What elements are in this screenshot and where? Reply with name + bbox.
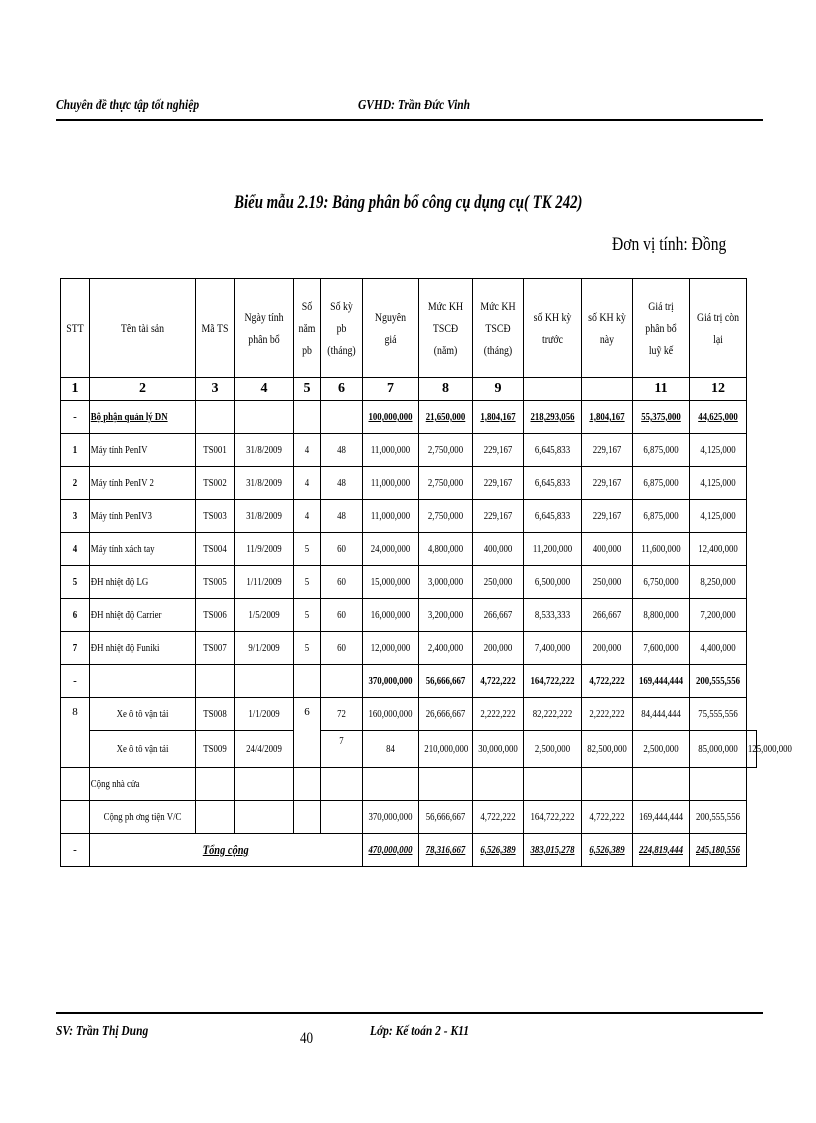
table-cell: 7 <box>61 632 90 665</box>
table-cell: 60 <box>321 566 363 599</box>
table-cell: 2,750,000 <box>419 500 473 533</box>
table-cell: 250,000 <box>473 566 524 599</box>
table-row <box>61 632 757 665</box>
col-number: 1 <box>61 378 90 401</box>
table-cell: 7,200,000 <box>690 599 747 632</box>
group-row-subtotal: - 370,000,000 56,666,667 4,722,222 164,722,222 4,722,222 169,444,444 200,555,556 <box>61 665 757 698</box>
table-row <box>61 566 757 599</box>
table-cell: 16,000,000 <box>363 599 419 632</box>
table-cell: 60 <box>321 632 363 665</box>
col-number: 2 <box>90 378 196 401</box>
table-cell: 200,000 <box>582 632 633 665</box>
col-header: số KH kỳ này <box>582 279 633 378</box>
table-cell: 4 <box>294 467 321 500</box>
allocation-table <box>60 278 792 867</box>
table-cell: 48 <box>321 467 363 500</box>
table-cell: 229,167 <box>582 500 633 533</box>
col-number: 11 <box>633 378 690 401</box>
table-cell: 250,000 <box>582 566 633 599</box>
table-cell: 4,125,000 <box>690 500 747 533</box>
table-cell: ĐH nhiệt độ LG <box>90 566 196 599</box>
col-header: Mức KH TSCĐ (tháng) <box>473 279 524 378</box>
col-header: Giá trị còn lại <box>690 279 747 378</box>
table-cell: 8,800,000 <box>633 599 690 632</box>
table-cell: TS006 <box>196 599 235 632</box>
cong-ptvt-row: Cộng ph ơng tiện V/C 370,000,000 56,666,667 4,722,222 164,722,222 4,722,222 169,444,444 200,555,556 <box>61 801 757 834</box>
table-cell: 11,200,000 <box>524 533 582 566</box>
table-cell: 266,667 <box>473 599 524 632</box>
table-cell: 4,800,000 <box>419 533 473 566</box>
vehicle-row: 8 Xe ô tô vận tải TS008 1/1/2009 6 72 160,000,000 26,666,667 2,222,222 82,222,222 2,222,222 84,444,444 75,555,556 <box>61 698 757 731</box>
table-cell: 31/8/2009 <box>235 467 294 500</box>
table-cell: 5 <box>294 533 321 566</box>
col-header: Mã TS <box>196 279 235 378</box>
table-cell: ĐH nhiệt độ Carrier <box>90 599 196 632</box>
table-cell: Máy tính PenIV <box>90 434 196 467</box>
table-cell: 3,200,000 <box>419 599 473 632</box>
table-cell: ĐH nhiệt độ Funiki <box>90 632 196 665</box>
table-cell: 6 <box>61 599 90 632</box>
table-cell: 5 <box>294 632 321 665</box>
col-header: Giá trị phân bổ luỹ kế <box>633 279 690 378</box>
col-number: 8 <box>419 378 473 401</box>
table-cell: 9/1/2009 <box>235 632 294 665</box>
footer-rule <box>56 1012 763 1014</box>
table-cell: 5 <box>294 566 321 599</box>
table-cell: 4 <box>61 533 90 566</box>
table-cell: 2,750,000 <box>419 467 473 500</box>
table-cell: TS005 <box>196 566 235 599</box>
table-cell: 4 <box>294 500 321 533</box>
col-header: Nguyên giá <box>363 279 419 378</box>
header-row <box>61 279 757 378</box>
footer-class: Lớp: Kế toán 2 - K11 <box>370 1024 469 1039</box>
col-header: Ngày tính phân bổ <box>235 279 294 378</box>
table-cell: TS001 <box>196 434 235 467</box>
col-number: 6 <box>321 378 363 401</box>
col-number: 4 <box>235 378 294 401</box>
col-header: STT <box>61 279 90 378</box>
footer-student: SV: Trần Thị Dung <box>56 1024 149 1039</box>
group-row-management: - Bộ phận quản lý DN 100,000,000 21,650,000 1,804,167 218,293,056 1,804,167 55,375,000 44,625,000 <box>61 401 757 434</box>
table-cell: 229,167 <box>473 500 524 533</box>
table-cell: 4 <box>294 434 321 467</box>
table-cell: 12,000,000 <box>363 632 419 665</box>
col-header: số KH kỳ trước <box>524 279 582 378</box>
table-cell: 11/9/2009 <box>235 533 294 566</box>
col-number <box>524 378 582 401</box>
table-cell: 266,667 <box>582 599 633 632</box>
table-cell: Máy tính xách tay <box>90 533 196 566</box>
table-cell: 48 <box>321 434 363 467</box>
table-cell: 229,167 <box>582 434 633 467</box>
col-number: 7 <box>363 378 419 401</box>
asset-rows <box>61 434 757 665</box>
table-cell: 5 <box>61 566 90 599</box>
table-cell: 4,400,000 <box>690 632 747 665</box>
table-cell: 31/8/2009 <box>235 434 294 467</box>
table-cell: 229,167 <box>473 434 524 467</box>
table-cell: 4,125,000 <box>690 434 747 467</box>
column-number-row <box>61 378 757 401</box>
table-row <box>61 533 757 566</box>
table-cell: 3,000,000 <box>419 566 473 599</box>
col-number <box>582 378 633 401</box>
table-cell: 1/5/2009 <box>235 599 294 632</box>
table-cell: TS007 <box>196 632 235 665</box>
table-cell: Máy tính PenIV3 <box>90 500 196 533</box>
table-cell: 11,000,000 <box>363 467 419 500</box>
col-number: 5 <box>294 378 321 401</box>
table-cell: 3 <box>61 500 90 533</box>
table-cell: 6,875,000 <box>633 467 690 500</box>
table-cell: 11,000,000 <box>363 500 419 533</box>
unit-label: Đơn vị tính: Đồng <box>612 234 727 255</box>
table-cell: 1 <box>61 434 90 467</box>
table-cell: 4,125,000 <box>690 467 747 500</box>
table-cell: 6,645,833 <box>524 467 582 500</box>
vehicle-row: Xe ô tô vận tải TS009 24/4/2009 7 84 210,000,000 30,000,000 2,500,000 82,500,000 2,500,000 85,000,000 125,000,000 <box>61 731 757 768</box>
table-cell: 229,167 <box>582 467 633 500</box>
document-title: Biểu mẫu 2.19: Bảng phân bổ công cụ dụng cụ( TK 242) <box>233 192 583 213</box>
page-number: 40 <box>300 1030 314 1047</box>
table-cell: 6,875,000 <box>633 434 690 467</box>
table-cell: 1/11/2009 <box>235 566 294 599</box>
table-cell: 6,645,833 <box>524 500 582 533</box>
table-cell: 2,750,000 <box>419 434 473 467</box>
col-number: 3 <box>196 378 235 401</box>
col-header: Số năm pb <box>294 279 321 378</box>
table-cell: 7,400,000 <box>524 632 582 665</box>
table-cell: 2,400,000 <box>419 632 473 665</box>
table-cell: 15,000,000 <box>363 566 419 599</box>
table-cell: 8,533,333 <box>524 599 582 632</box>
table-cell: 8,250,000 <box>690 566 747 599</box>
table-cell: Máy tính PenIV 2 <box>90 467 196 500</box>
table-cell: 5 <box>294 599 321 632</box>
header-left: Chuyên đề thực tập tốt nghiệp <box>56 98 200 113</box>
table-cell: 11,600,000 <box>633 533 690 566</box>
table-cell: 11,000,000 <box>363 434 419 467</box>
table-cell: 31/8/2009 <box>235 500 294 533</box>
header-rule <box>56 119 763 121</box>
table-cell: 24,000,000 <box>363 533 419 566</box>
col-number: 9 <box>473 378 524 401</box>
table-cell: 200,000 <box>473 632 524 665</box>
total-row: - Tổng cộng 470,000,000 78,316,667 6,526,389 383,015,278 6,526,389 224,819,444 245,180,556 <box>61 834 757 867</box>
table-cell: 400,000 <box>473 533 524 566</box>
table-cell: 400,000 <box>582 533 633 566</box>
col-header: Mức KH TSCĐ (năm) <box>419 279 473 378</box>
table-row <box>61 467 757 500</box>
table-row <box>61 599 757 632</box>
table-cell: 2 <box>61 467 90 500</box>
table-cell: TS003 <box>196 500 235 533</box>
table-cell: 229,167 <box>473 467 524 500</box>
header-center: GVHD: Trần Đức Vinh <box>358 98 471 113</box>
col-header: Số kỳ pb (tháng) <box>321 279 363 378</box>
cong-nha-cua-row: Cộng nhà cửa <box>61 768 757 801</box>
table-cell: 48 <box>321 500 363 533</box>
table-cell: 6,645,833 <box>524 434 582 467</box>
table-cell: TS002 <box>196 467 235 500</box>
table-row <box>61 434 757 467</box>
col-header: Tên tài sản <box>90 279 196 378</box>
table-cell: TS004 <box>196 533 235 566</box>
table-row <box>61 500 757 533</box>
table-cell: 60 <box>321 599 363 632</box>
table-cell: 6,875,000 <box>633 500 690 533</box>
table-cell: 7,600,000 <box>633 632 690 665</box>
table-cell: 60 <box>321 533 363 566</box>
col-number: 12 <box>690 378 747 401</box>
table-cell: 6,750,000 <box>633 566 690 599</box>
table-cell: 12,400,000 <box>690 533 747 566</box>
table-cell: 6,500,000 <box>524 566 582 599</box>
